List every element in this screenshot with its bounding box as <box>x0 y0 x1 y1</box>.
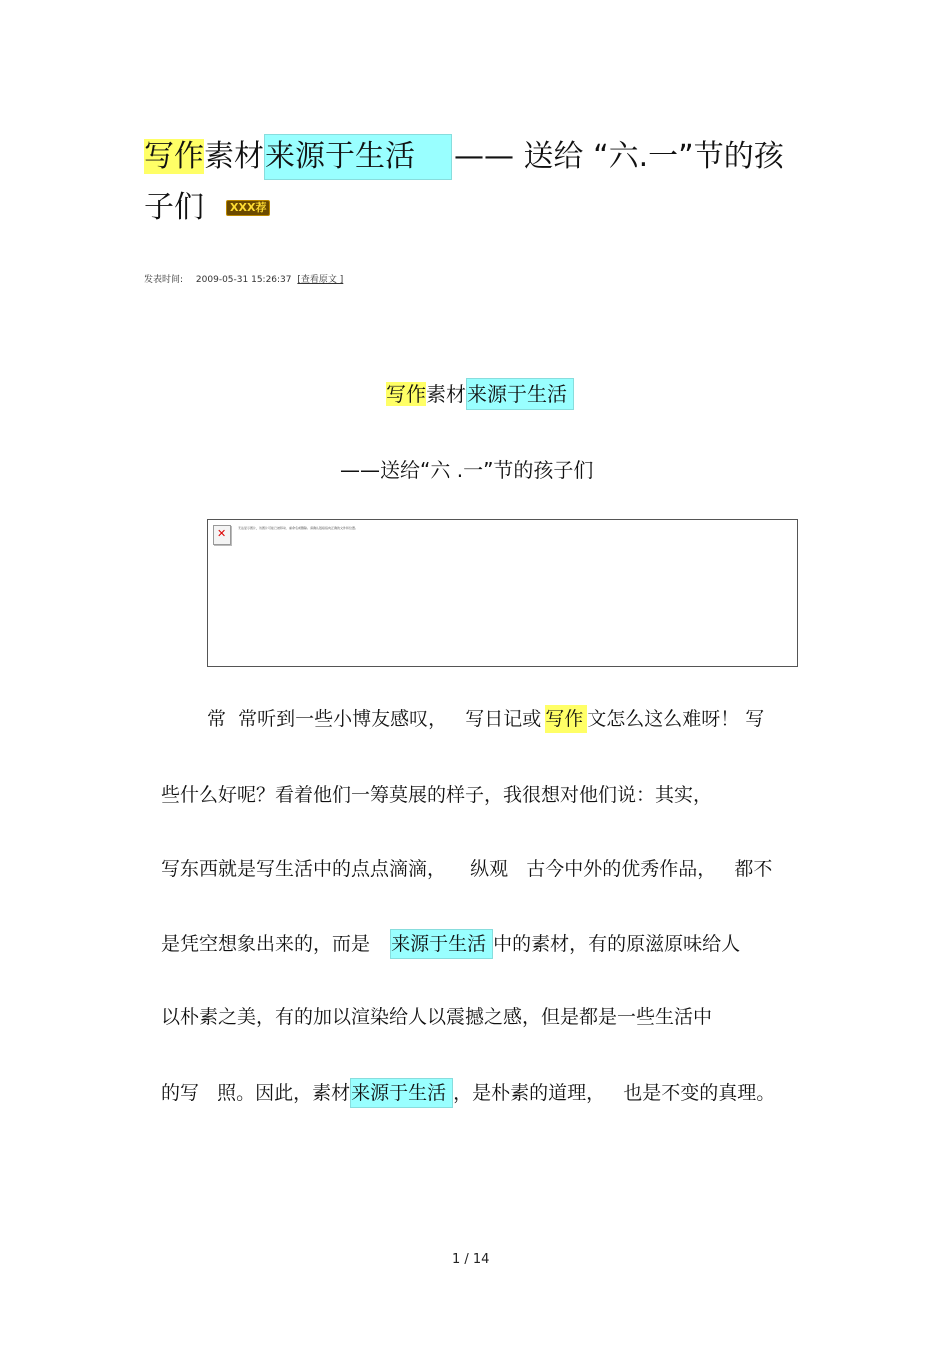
subheading-highlight-writing: 写作 <box>386 382 426 406</box>
paragraph-text: 的写 照。因此，素材 <box>161 1082 351 1104</box>
article-title-line2 <box>144 186 270 230</box>
paragraph-text: 文怎么这么难呀！ 写 <box>587 708 765 730</box>
paragraph-line-1 <box>207 705 764 733</box>
paragraph-highlight-writing: 写作 <box>545 705 587 733</box>
subheading-highlight-life: 来源于生活 <box>466 378 574 410</box>
paragraph-text: ，是朴素的道理， 也是不变的真理。 <box>453 1082 776 1104</box>
title-rest: —— 送给 “六.一”节的孩 <box>454 139 784 174</box>
broken-image-icon <box>213 525 231 545</box>
title-highlight-writing: 写作 <box>144 139 204 174</box>
title-plain-text: 素材 <box>204 139 264 174</box>
publish-label: 发表时间: <box>144 275 184 285</box>
paragraph-text: 中的素材，有的原滋原味给人 <box>493 933 741 955</box>
paragraph-line-4 <box>161 929 740 959</box>
paragraph-line-2: 些什么好呢？看着他们一筹莫展的样子，我很想对他们说：其实， <box>161 784 713 806</box>
view-original-link[interactable]: [查看原文 ] <box>297 275 344 285</box>
paragraph-line-5: 以朴素之美，有的加以渲染给人以震撼之感，但是都是一些生活中 <box>161 1006 713 1028</box>
paragraph-text: 常 常听到一些小博友感叹， 写日记或 <box>207 708 542 730</box>
article-title <box>144 134 784 180</box>
publish-datetime: 2009-05-31 15:26:37 <box>195 275 292 285</box>
recommend-badge: XXX荐 <box>226 200 270 216</box>
title-highlight-life: 来源于生活 <box>264 134 452 180</box>
paragraph-text: 是凭空想象出来的，而是 <box>161 933 383 955</box>
title-line2-text: 子们 <box>144 190 204 225</box>
image-placeholder <box>207 519 798 667</box>
paragraph-highlight-life: 来源于生活 <box>390 929 493 959</box>
subheading <box>386 378 574 410</box>
page-number: 1 / 14 <box>452 1252 490 1267</box>
subheading-plain: 素材 <box>426 382 466 406</box>
image-alt-text: 无法显示图片，该图片可能已被移动、重命名或删除。请确认链接指向正确的文件和位置。 <box>238 526 359 530</box>
paragraph-highlight-life: 来源于生活 <box>350 1078 453 1108</box>
subheading-dedication: ——送给“六 .一”节的孩子们 <box>340 458 594 482</box>
paragraph-line-6 <box>161 1078 775 1108</box>
publish-meta <box>144 272 343 285</box>
paragraph-line-3: 写东西就是写生活中的点点滴滴， 纵观 古今中外的优秀作品， 都不 <box>161 858 773 880</box>
